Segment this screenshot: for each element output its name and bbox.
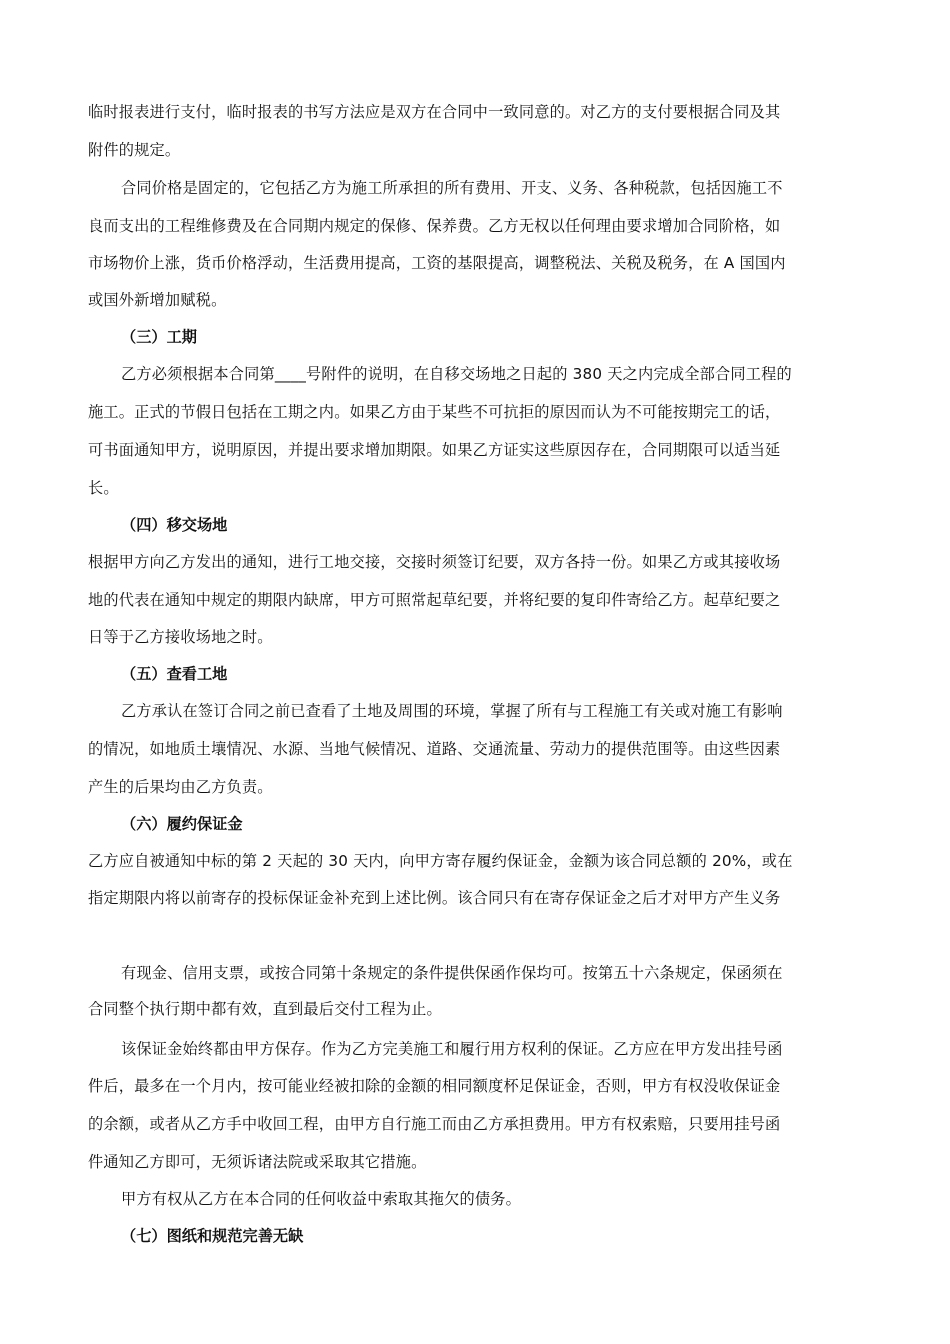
paragraph-line: 有现金、信用支票，或按合同第十条规定的条件提供保函作保均可。按第五十六条规定，保函须在 (121, 964, 783, 982)
paragraph-line: 乙方应自被通知中标的第 2 天起的 30 天内，向甲方寄存履约保证金，金额为该合同总额的 20%，或在 (88, 852, 793, 870)
paragraph-line: 良而支出的工程维修费及在合同期内规定的保修、保养费。乙方无权以任何理由要求增加合同阶格，如 (88, 217, 781, 235)
paragraph-line: 该保证金始终都由甲方保存。作为乙方完美施工和履行用方权利的保证。乙方应在甲方发出挂号函 (121, 1040, 783, 1058)
paragraph-line: 甲方有权从乙方在本合同的任何收益中索取其拖欠的债务。 (121, 1190, 522, 1208)
paragraph-line: 乙方必须根据本合同第____号附件的说明，在自移交场地之日起的 380 天之内完成全部合同工程的 (121, 365, 792, 383)
paragraph-line: 或国外新增加赋税。 (88, 291, 227, 309)
paragraph-line: 指定期限内将以前寄存的投标保证金补充到上述比例。该合同只有在寄存保证金之后才对甲方产生义务 (88, 889, 781, 907)
paragraph-line: 的余额，或者从乙方手中收回工程，由甲方自行施工而由乙方承担费用。甲方有权索赔，只要用挂号函 (88, 1115, 781, 1133)
section-heading: （六）履约保证金 (121, 815, 243, 833)
paragraph-line: 市场物价上涨，货币价格浮动，生活费用提高，工资的基限提高，调整税法、关税及税务，在 A 国国内 (88, 254, 786, 272)
paragraph-line: 长。 (88, 479, 119, 497)
paragraph-line: 的情况，如地质土壤情况、水源、当地气候情况、道路、交通流量、劳动力的提供范围等。由这些因素 (88, 740, 781, 758)
paragraph-line: 合同价格是固定的，它包括乙方为施工所承担的所有费用、开支、义务、各种税款，包括因施工不 (121, 179, 783, 197)
section-heading: （五）查看工地 (121, 665, 228, 683)
paragraph-line: 可书面通知甲方，说明原因，并提出要求增加期限。如果乙方证实这些原因存在，合同期限可以适当延 (88, 441, 781, 459)
paragraph-line: 附件的规定。 (88, 141, 181, 159)
paragraph-line: 件通知乙方即可，无须诉诸法院或采取其它措施。 (88, 1153, 427, 1171)
section-heading: （七）图纸和规范完善无缺 (121, 1227, 304, 1245)
paragraph-line: 件后，最多在一个月内，按可能业经被扣除的金额的相同额度杯足保证金，否则，甲方有权没收保证金 (88, 1077, 781, 1095)
paragraph-line: 地的代表在通知中规定的期限内缺席，甲方可照常起草纪要，并将纪要的复印件寄给乙方。起草纪要之 (88, 591, 781, 609)
paragraph-line: 产生的后果均由乙方负责。 (88, 778, 273, 796)
paragraph-line: 施工。正式的节假日包括在工期之内。如果乙方由于某些不可抗拒的原因而认为不可能按期完工的话， (88, 403, 781, 421)
section-heading: （三）工期 (121, 328, 197, 346)
paragraph-line: 日等于乙方接收场地之时。 (88, 628, 273, 646)
section-heading: （四）移交场地 (121, 516, 228, 534)
paragraph-line: 临时报表进行支付，临时报表的书写方法应是双方在合同中一致同意的。对乙方的支付要根据合同及其 (88, 103, 781, 121)
paragraph-line: 根据甲方向乙方发出的通知，进行工地交接，交接时须签订纪要，双方各持一份。如果乙方或其接收场 (88, 553, 781, 571)
paragraph-line: 合同整个执行期中都有效，直到最后交付工程为止。 (88, 1000, 442, 1018)
paragraph-line: 乙方承认在签订合同之前已查看了土地及周围的环境，掌握了所有与工程施工有关或对施工有影响 (121, 702, 783, 720)
